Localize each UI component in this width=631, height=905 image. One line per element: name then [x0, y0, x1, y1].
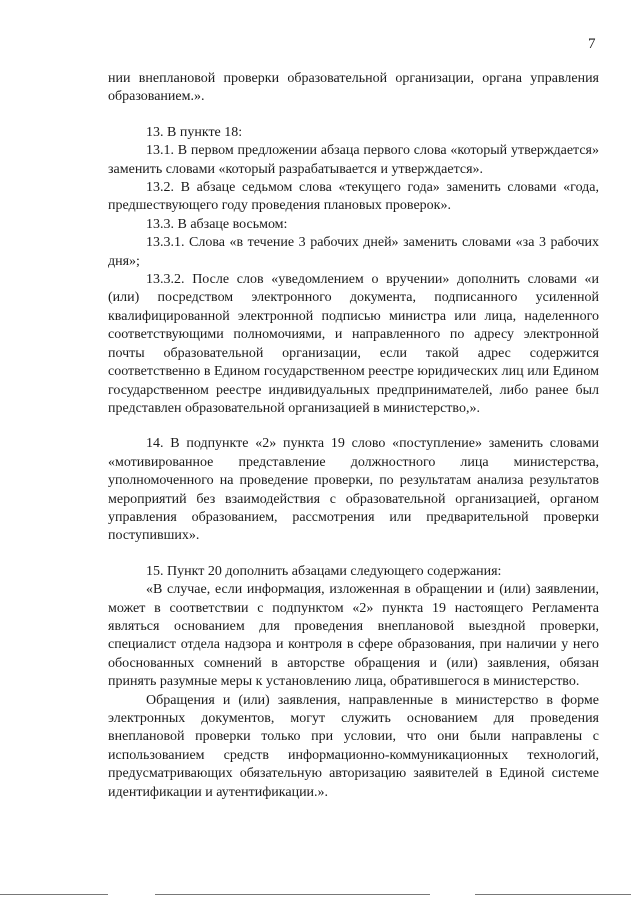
footer-divider — [475, 894, 631, 895]
paragraph: 13.3. В абзаце восьмом: — [146, 216, 288, 232]
footer-divider — [155, 894, 430, 895]
paragraph: нии внеплановой проверки образовательной организации, органа управления образованием.». — [108, 71, 599, 105]
paragraph: 13.3.1. Слова «в течение 3 рабочих дней» заменить словами «за 3 рабочих дня»; — [108, 235, 599, 269]
paragraph: 13.2. В абзаце седьмом слова «текущего года» заменить словами «года, предшествующего году проведения плановых проверок». — [108, 180, 599, 214]
page-number: 7 — [588, 36, 596, 52]
paragraph: 14. В подпункте «2» пункта 19 слово «поступление» заменить словами «мотивированное представление должностного лица министерства, уполномоченного на проведение проверки, по результатам анализа результатов мероприятий без взаимодействия с образовательной организацией, органом управления образованием, рассмотрения или предварительной проверки поступивших». — [108, 436, 599, 544]
document-body — [108, 70, 599, 802]
paragraph: 13.3.2. После слов «уведомлением о вручении» дополнить словами «и (или) посредством электронного документа, подписанного усиленной квалифицированной электронной подписью министра или лица, наделенного соответствующими полномочиями, и направленного по адресу электронной почты образовательной организации, если такой адрес содержится соответственно в Едином государственном реестре юридических лиц или Едином государственном реестре индивидуальных предпринимателей, либо ранее был представлен образовательной организацией в министерство,». — [108, 272, 599, 416]
footer-divider — [0, 894, 108, 895]
paragraph: «В случае, если информация, изложенная в обращении и (или) заявлении, может в соответствии с подпунктом «2» пункта 19 настоящего Регламента являться основанием для проведения внеплановой выездной проверки, специалист отдела надзора и контроля в сфере образования, при наличии у него обоснованных сомнений в авторстве обращения и (или) заявления, обязан принять разумные меры к установлению лица, обратившегося в министерство. — [108, 582, 599, 690]
paragraph: 15. Пункт 20 дополнить абзацами следующего содержания: — [146, 563, 502, 579]
paragraph: Обращения и (или) заявления, направленные в министерство в форме электронных документов, могут служить основанием для проведения внеплановой проверки только при условии, что они были направлены с использованием средств информационно-коммуникационных технологий, предусматривающих обязательную авторизацию заявителей в Единой системе идентификации и аутентификации.». — [108, 692, 599, 800]
paragraph: 13.1. В первом предложении абзаца первого слова «который утверждается» заменить словами «который разрабатывается и утверждается». — [108, 143, 599, 177]
paragraph: 13. В пункте 18: — [146, 124, 243, 140]
